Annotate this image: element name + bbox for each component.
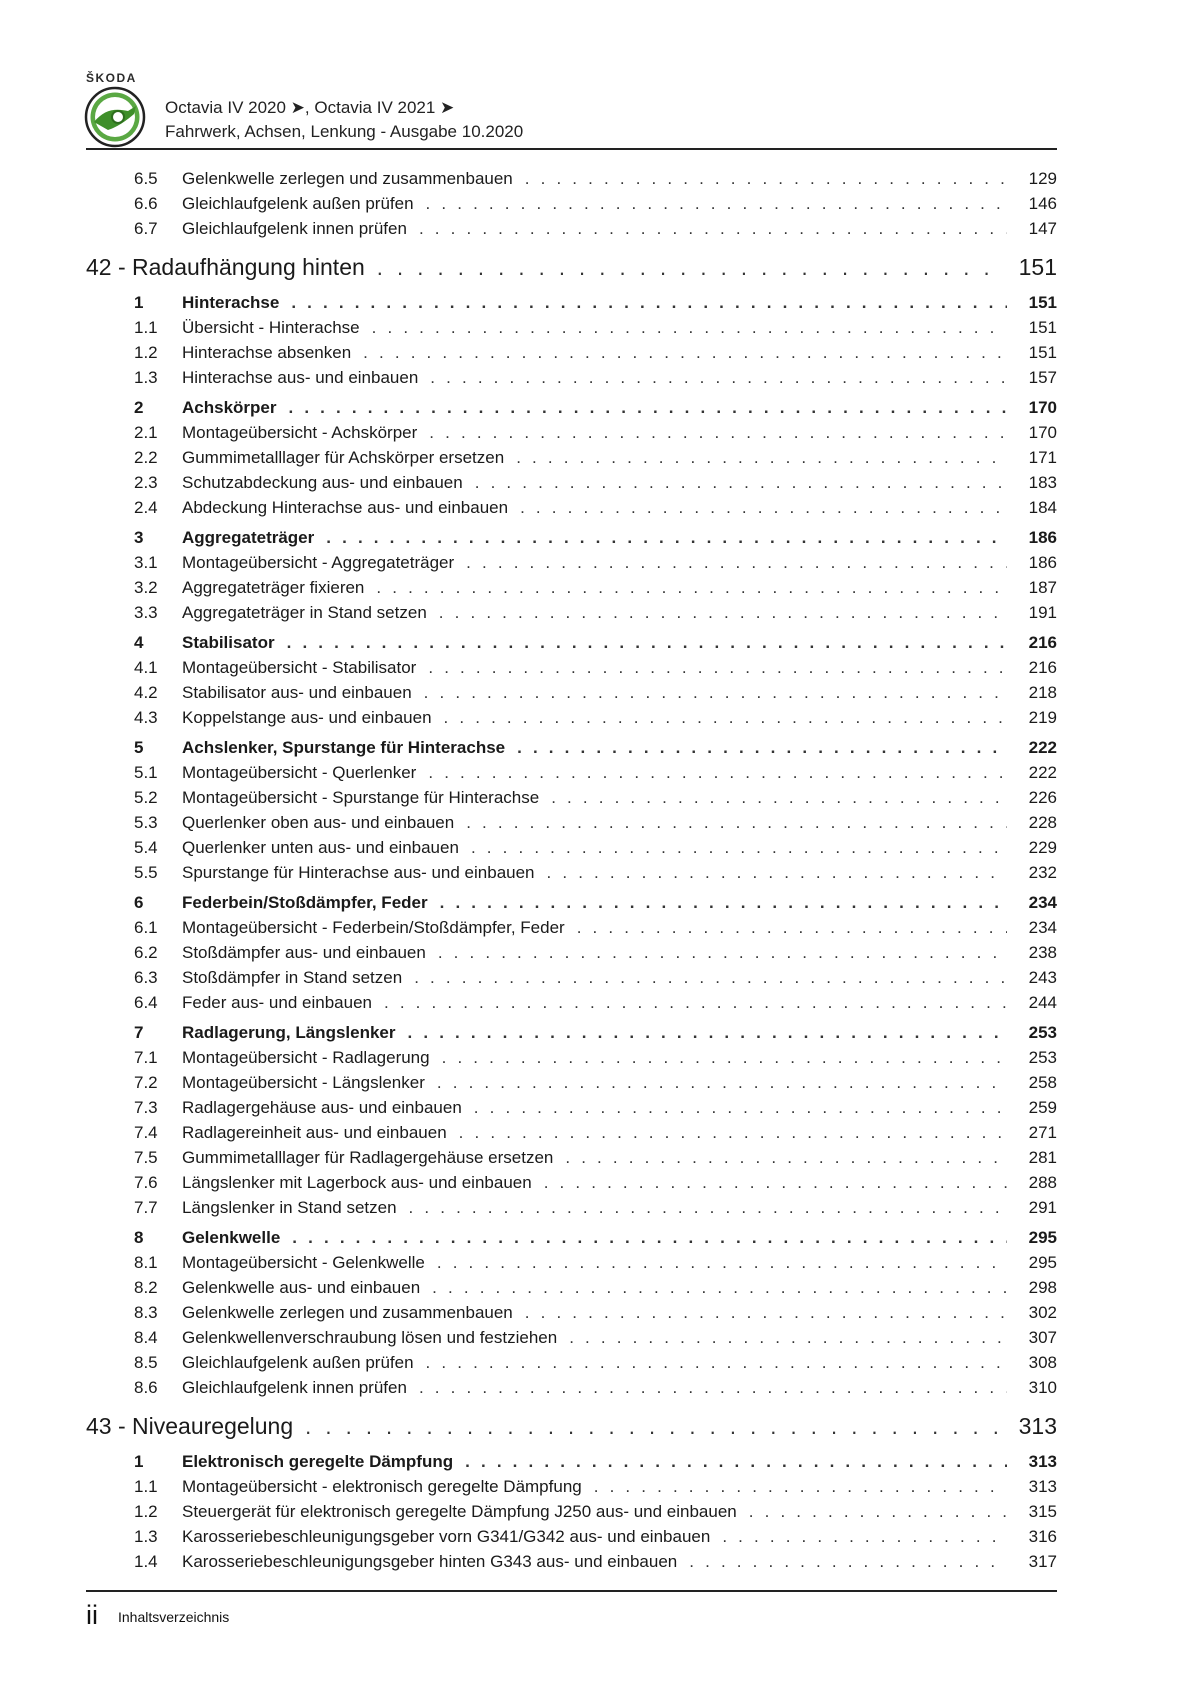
toc-page-number: 146 — [1028, 194, 1057, 213]
toc-title: Gummimetalllager für Achskörper ersetzen — [182, 448, 505, 467]
toc-dot-leader — [376, 575, 1007, 600]
toc-dot-leader — [363, 340, 1007, 365]
toc-entry[interactable] — [86, 166, 1057, 191]
toc-entry[interactable] — [86, 965, 1057, 990]
toc-dot-leader — [292, 1225, 1007, 1250]
toc-page-number: 288 — [1028, 1173, 1057, 1192]
footer-label: Inhaltsverzeichnis — [118, 1609, 230, 1625]
toc-page-number: 216 — [1028, 658, 1057, 677]
toc-number: 8.4 — [134, 1328, 158, 1347]
toc-title: Stabilisator — [182, 633, 275, 652]
toc-dot-leader — [419, 216, 1007, 241]
toc-entry[interactable] — [86, 575, 1057, 600]
toc-entry[interactable] — [86, 785, 1057, 810]
toc-section[interactable] — [86, 290, 1057, 315]
toc-page-number: 183 — [1028, 473, 1057, 492]
toc-title: Radlagergehäuse aus- und einbauen — [182, 1098, 462, 1117]
toc-entry[interactable] — [86, 445, 1057, 470]
toc-number: 5.3 — [134, 813, 158, 832]
toc-title: Achskörper — [182, 398, 277, 417]
toc-title: Montageübersicht - elektronisch geregelte Dämpfung — [182, 1477, 582, 1496]
footer-divider — [86, 1590, 1057, 1592]
toc-title: Schutzabdeckung aus- und einbauen — [182, 473, 463, 492]
toc-dot-leader — [439, 600, 1007, 625]
toc-title: Gleichlaufgelenk innen prüfen — [182, 219, 407, 238]
toc-title: Elektronisch geregelte Dämpfung — [182, 1452, 454, 1471]
toc-title: Gelenkwelle zerlegen und zusammenbauen — [182, 1303, 513, 1322]
toc-entry[interactable] — [86, 420, 1057, 445]
toc-dot-leader — [429, 420, 1007, 445]
toc-number: 1.2 — [134, 1502, 158, 1521]
toc-dot-leader — [444, 705, 1007, 730]
toc-entry[interactable] — [86, 1474, 1057, 1499]
toc-dot-leader — [749, 1499, 1007, 1524]
toc-number: 3.3 — [134, 603, 158, 622]
toc-dot-leader — [520, 495, 1007, 520]
toc-title: Federbein/Stoßdämpfer, Feder — [182, 893, 428, 912]
toc-title: Gelenkwelle zerlegen und zusammenbauen — [182, 169, 513, 188]
toc-page-number: 271 — [1028, 1123, 1057, 1142]
toc-page-number: 243 — [1028, 968, 1057, 987]
toc-number: 5.2 — [134, 788, 158, 807]
toc-dot-leader — [594, 1474, 1007, 1499]
toc-page-number: 234 — [1028, 918, 1057, 937]
toc-dot-leader — [384, 990, 1007, 1015]
toc-title: Radlagerung, Längslenker — [182, 1023, 396, 1042]
toc-number: 3.1 — [134, 553, 158, 572]
toc-number: 4.2 — [134, 683, 158, 702]
toc-dot-leader — [525, 166, 1007, 191]
toc-dot-leader — [569, 1325, 1007, 1350]
toc-title: Koppelstange aus- und einbauen — [182, 708, 432, 727]
toc-section[interactable] — [86, 890, 1057, 915]
toc-page-number: 302 — [1028, 1303, 1057, 1322]
toc-title: Montageübersicht - Radlagerung — [182, 1048, 430, 1067]
toc-entry[interactable] — [86, 1145, 1057, 1170]
toc-title: Montageübersicht - Aggregateträger — [182, 553, 455, 572]
toc-dot-leader — [419, 1375, 1007, 1400]
toc-number: 3 — [134, 528, 144, 547]
toc-title: Hinterachse aus- und einbauen — [182, 368, 419, 387]
footer-page-number: ii — [86, 1600, 98, 1630]
toc-title: Montageübersicht - Achskörper — [182, 423, 418, 442]
toc-dot-leader — [466, 550, 1007, 575]
toc-number: 6.2 — [134, 943, 158, 962]
toc-title: Hinterachse absenken — [182, 343, 352, 362]
toc-number: 3.2 — [134, 578, 158, 597]
toc-title: Hinterachse — [182, 293, 280, 312]
toc-page-number: 281 — [1028, 1148, 1057, 1167]
toc-number: 5.5 — [134, 863, 158, 882]
toc-section[interactable] — [86, 1225, 1057, 1250]
toc-number: 6 — [134, 893, 144, 912]
toc-number: 7.7 — [134, 1198, 158, 1217]
toc-number: 4 — [134, 633, 144, 652]
toc-page-number: 259 — [1028, 1098, 1057, 1117]
toc-number: 7.1 — [134, 1048, 158, 1067]
toc-page-number: 191 — [1028, 603, 1057, 622]
toc-dot-leader — [291, 290, 1007, 315]
toc-title: Aggregateträger — [182, 528, 315, 547]
toc-number: 6.6 — [134, 194, 158, 213]
toc-title: 43 - Niveauregelung — [86, 1413, 294, 1439]
toc-dot-leader — [326, 525, 1007, 550]
toc-page-number: 232 — [1028, 863, 1057, 882]
toc-dot-leader — [474, 1095, 1007, 1120]
toc-page-number: 307 — [1028, 1328, 1057, 1347]
toc-entry[interactable] — [86, 915, 1057, 940]
toc-page-number: 253 — [1028, 1023, 1057, 1042]
toc-title: Feder aus- und einbauen — [182, 993, 372, 1012]
toc-page-number: 184 — [1028, 498, 1057, 517]
toc-page-number: 258 — [1028, 1073, 1057, 1092]
toc-entry[interactable] — [86, 1300, 1057, 1325]
toc-entry[interactable] — [86, 1350, 1057, 1375]
toc-entry[interactable] — [86, 1275, 1057, 1300]
toc-dot-leader — [689, 1549, 1007, 1574]
toc-number: 7.4 — [134, 1123, 158, 1142]
toc-title: Längslenker mit Lagerbock aus- und einbauen — [182, 1173, 532, 1192]
toc-entry[interactable] — [86, 1250, 1057, 1275]
toc-entry[interactable] — [86, 680, 1057, 705]
toc-title: Stoßdämpfer in Stand setzen — [182, 968, 403, 987]
toc-entry[interactable] — [86, 1170, 1057, 1195]
header-divider — [86, 148, 1057, 150]
header-subject-line: Fahrwerk, Achsen, Lenkung - Ausgabe 10.2020 — [165, 122, 524, 141]
toc-dot-leader — [438, 940, 1007, 965]
toc-dot-leader — [409, 1195, 1007, 1220]
toc-title: Gelenkwelle — [182, 1228, 281, 1247]
toc-dot-leader — [377, 250, 997, 286]
toc-entry[interactable] — [86, 705, 1057, 730]
toc-page-number: 317 — [1028, 1552, 1057, 1571]
toc-dot-leader — [440, 890, 1007, 915]
toc-entry[interactable] — [86, 810, 1057, 835]
toc-page-number: 222 — [1028, 763, 1057, 782]
header-model-line: Octavia IV 2020 ➤, Octavia IV 2021 ➤ — [165, 98, 455, 117]
toc-title: Stabilisator aus- und einbauen — [182, 683, 412, 702]
toc-dot-leader — [408, 1020, 1008, 1045]
toc-number: 1.1 — [134, 1477, 158, 1496]
toc-title: Abdeckung Hinterachse aus- und einbauen — [182, 498, 509, 517]
toc-title: Längslenker in Stand setzen — [182, 1198, 397, 1217]
toc-number: 7 — [134, 1023, 144, 1042]
toc-chapter[interactable] — [86, 249, 1057, 285]
toc-dot-leader — [430, 365, 1007, 390]
toc-title: Gummimetalllager für Radlagergehäuse ersetzen — [182, 1148, 554, 1167]
toc-title: Montageübersicht - Federbein/Stoßdämpfer, Feder — [182, 918, 565, 937]
toc-page-number: 228 — [1028, 813, 1057, 832]
toc-dot-leader — [516, 445, 1007, 470]
toc-title: Gelenkwellenverschraubung lösen und festziehen — [182, 1328, 558, 1347]
toc-number: 8 — [134, 1228, 144, 1247]
toc-title: Steuergerät für elektronisch geregelte Dämpfung J250 aus- und einbauen — [182, 1502, 737, 1521]
brand-wordmark: ŠKODA — [86, 71, 137, 85]
toc-page-number: 151 — [1018, 254, 1057, 280]
toc-number: 7.3 — [134, 1098, 158, 1117]
toc-title: Radlagereinheit aus- und einbauen — [182, 1123, 447, 1142]
toc-page-number: 308 — [1028, 1353, 1057, 1372]
toc-number: 1.3 — [134, 1527, 158, 1546]
toc-number: 5.1 — [134, 763, 158, 782]
toc-page-number: 229 — [1028, 838, 1057, 857]
toc-entry[interactable] — [86, 550, 1057, 575]
toc-title: Montageübersicht - Längslenker — [182, 1073, 425, 1092]
toc-dot-leader — [428, 760, 1007, 785]
toc-dot-leader — [722, 1524, 1007, 1549]
toc-dot-leader — [426, 191, 1007, 216]
toc-entry[interactable] — [86, 1499, 1057, 1524]
toc-page-number: 316 — [1028, 1527, 1057, 1546]
toc-section[interactable] — [86, 1020, 1057, 1045]
toc-title: Spurstange für Hinterachse aus- und einbauen — [182, 863, 535, 882]
toc-title: Karosseriebeschleunigungsgeber hinten G343 aus- und einbauen — [182, 1552, 678, 1571]
toc-number: 1.4 — [134, 1552, 158, 1571]
toc-number: 7.6 — [134, 1173, 158, 1192]
toc-dot-leader — [577, 915, 1007, 940]
toc-page-number: 295 — [1028, 1253, 1057, 1272]
toc-section[interactable] — [86, 525, 1057, 550]
toc-entry[interactable] — [86, 495, 1057, 520]
toc-number: 2 — [134, 398, 144, 417]
toc-page-number: 313 — [1028, 1452, 1057, 1471]
toc-dot-leader — [442, 1045, 1007, 1070]
toc-entry[interactable] — [86, 655, 1057, 680]
toc-title: Montageübersicht - Querlenker — [182, 763, 417, 782]
toc-entry[interactable] — [86, 760, 1057, 785]
toc-dot-leader — [475, 470, 1007, 495]
toc-page-number: 313 — [1018, 1413, 1057, 1439]
toc-entry[interactable] — [86, 470, 1057, 495]
toc-dot-leader — [544, 1170, 1007, 1195]
toc-dot-leader — [414, 965, 1007, 990]
toc-page-number: 234 — [1028, 893, 1057, 912]
toc-page-number: 313 — [1028, 1477, 1057, 1496]
toc-page-number: 216 — [1028, 633, 1057, 652]
toc-entry[interactable] — [86, 191, 1057, 216]
toc-page-number: 219 — [1028, 708, 1057, 727]
toc-entry[interactable] — [86, 216, 1057, 241]
toc-number: 8.6 — [134, 1378, 158, 1397]
toc-page-number: 147 — [1028, 219, 1057, 238]
toc-entry[interactable] — [86, 1095, 1057, 1120]
toc-dot-leader — [565, 1145, 1007, 1170]
toc-section[interactable] — [86, 630, 1057, 655]
toc-section[interactable] — [86, 735, 1057, 760]
toc-title: Montageübersicht - Stabilisator — [182, 658, 417, 677]
toc-number: 2.4 — [134, 498, 158, 517]
toc-number: 2.3 — [134, 473, 158, 492]
toc-entry[interactable] — [86, 1375, 1057, 1400]
toc-page-number: 295 — [1028, 1228, 1057, 1247]
toc-entry[interactable] — [86, 940, 1057, 965]
toc-entry[interactable] — [86, 340, 1057, 365]
toc-number: 8.5 — [134, 1353, 158, 1372]
toc-number: 1.2 — [134, 343, 158, 362]
skoda-logo-icon — [84, 86, 146, 148]
toc-page-number: 170 — [1028, 398, 1057, 417]
toc-page-number: 151 — [1028, 293, 1057, 312]
toc-entry[interactable] — [86, 860, 1057, 885]
toc-number: 5 — [134, 738, 144, 757]
toc-dot-leader — [551, 785, 1007, 810]
toc-number: 1.1 — [134, 318, 158, 337]
toc-dot-leader — [426, 1350, 1007, 1375]
toc-dot-leader — [465, 1449, 1007, 1474]
toc-title: Achslenker, Spurstange für Hinterachse — [182, 738, 506, 757]
toc-title: Karosseriebeschleunigungsgeber vorn G341/G342 aus- und einbauen — [182, 1527, 711, 1546]
toc-number: 2.2 — [134, 448, 158, 467]
toc-dot-leader — [437, 1250, 1007, 1275]
toc-number: 8.1 — [134, 1253, 158, 1272]
toc-title: Aggregateträger fixieren — [182, 578, 365, 597]
toc-entry[interactable] — [86, 1045, 1057, 1070]
toc-dot-leader — [437, 1070, 1007, 1095]
toc-title: Querlenker unten aus- und einbauen — [182, 838, 459, 857]
toc-dot-leader — [459, 1120, 1007, 1145]
toc-dot-leader — [466, 810, 1007, 835]
toc-page-number: 186 — [1028, 553, 1057, 572]
toc-number: 7.5 — [134, 1148, 158, 1167]
toc-number: 5.4 — [134, 838, 158, 857]
toc-dot-leader — [432, 1275, 1007, 1300]
toc-chapter[interactable] — [86, 1408, 1057, 1444]
toc-page-number: 226 — [1028, 788, 1057, 807]
toc-title: Gleichlaufgelenk innen prüfen — [182, 1378, 407, 1397]
toc-dot-leader — [287, 630, 1007, 655]
toc-page-number: 157 — [1028, 368, 1057, 387]
toc-title: Stoßdämpfer aus- und einbauen — [182, 943, 426, 962]
toc-number: 6.1 — [134, 918, 158, 937]
toc-title: Gelenkwelle aus- und einbauen — [182, 1278, 421, 1297]
toc-title: Montageübersicht - Gelenkwelle — [182, 1253, 425, 1272]
toc-entry[interactable] — [86, 1325, 1057, 1350]
toc-page-number: 298 — [1028, 1278, 1057, 1297]
toc-dot-leader — [424, 680, 1007, 705]
toc-title: Gleichlaufgelenk außen prüfen — [182, 1353, 414, 1372]
toc-dot-leader — [372, 315, 1007, 340]
toc-number: 7.2 — [134, 1073, 158, 1092]
toc-number: 6.7 — [134, 219, 158, 238]
toc-number: 8.2 — [134, 1278, 158, 1297]
toc-entry[interactable] — [86, 990, 1057, 1015]
toc-number: 1 — [134, 1452, 144, 1471]
toc-number: 6.4 — [134, 993, 158, 1012]
toc-page-number: 151 — [1028, 318, 1057, 337]
toc-title: Querlenker oben aus- und einbauen — [182, 813, 455, 832]
toc-title: Aggregateträger in Stand setzen — [182, 603, 427, 622]
toc-number: 6.3 — [134, 968, 158, 987]
toc-entry[interactable] — [86, 1549, 1057, 1574]
toc-entry[interactable] — [86, 1120, 1057, 1145]
toc-entry[interactable] — [86, 1195, 1057, 1220]
toc-number: 1 — [134, 293, 144, 312]
toc-title: Übersicht - Hinterachse — [182, 318, 360, 337]
toc-title: Montageübersicht - Spurstange für Hinterachse — [182, 788, 540, 807]
toc-entry[interactable] — [86, 365, 1057, 390]
toc-dot-leader — [428, 655, 1007, 680]
toc-number: 2.1 — [134, 423, 158, 442]
toc-entry[interactable] — [86, 1070, 1057, 1095]
toc-dot-leader — [525, 1300, 1007, 1325]
toc-entry[interactable] — [86, 600, 1057, 625]
toc-page-number: 151 — [1028, 343, 1057, 362]
toc-number: 8.3 — [134, 1303, 158, 1322]
toc-page-number: 222 — [1028, 738, 1057, 757]
toc-page-number: 310 — [1028, 1378, 1057, 1397]
toc-number: 6.5 — [134, 169, 158, 188]
toc-page-number: 170 — [1028, 423, 1057, 442]
toc-entry[interactable] — [86, 315, 1057, 340]
toc-page-number: 253 — [1028, 1048, 1057, 1067]
toc-entry[interactable] — [86, 1524, 1057, 1549]
toc-page-number: 187 — [1028, 578, 1057, 597]
toc-number: 4.1 — [134, 658, 158, 677]
toc-page-number: 244 — [1028, 993, 1057, 1012]
toc-section[interactable] — [86, 395, 1057, 420]
toc-page-number: 238 — [1028, 943, 1057, 962]
toc-dot-leader — [471, 835, 1007, 860]
toc-page-number: 315 — [1028, 1502, 1057, 1521]
toc-page-number: 171 — [1028, 448, 1057, 467]
toc-number: 4.3 — [134, 708, 158, 727]
toc-page-number: 186 — [1028, 528, 1057, 547]
toc-page-number: 129 — [1028, 169, 1057, 188]
toc-page-number: 218 — [1028, 683, 1057, 702]
toc-entry[interactable] — [86, 835, 1057, 860]
toc-dot-leader — [547, 860, 1007, 885]
toc-dot-leader — [288, 395, 1007, 420]
toc-number: 1.3 — [134, 368, 158, 387]
toc-title: Gleichlaufgelenk außen prüfen — [182, 194, 414, 213]
toc-dot-leader — [305, 1409, 997, 1445]
table-of-contents — [86, 166, 1057, 1574]
toc-section[interactable] — [86, 1449, 1057, 1474]
toc-page-number: 291 — [1028, 1198, 1057, 1217]
toc-title: 42 - Radaufhängung hinten — [86, 254, 365, 280]
toc-dot-leader — [517, 735, 1007, 760]
